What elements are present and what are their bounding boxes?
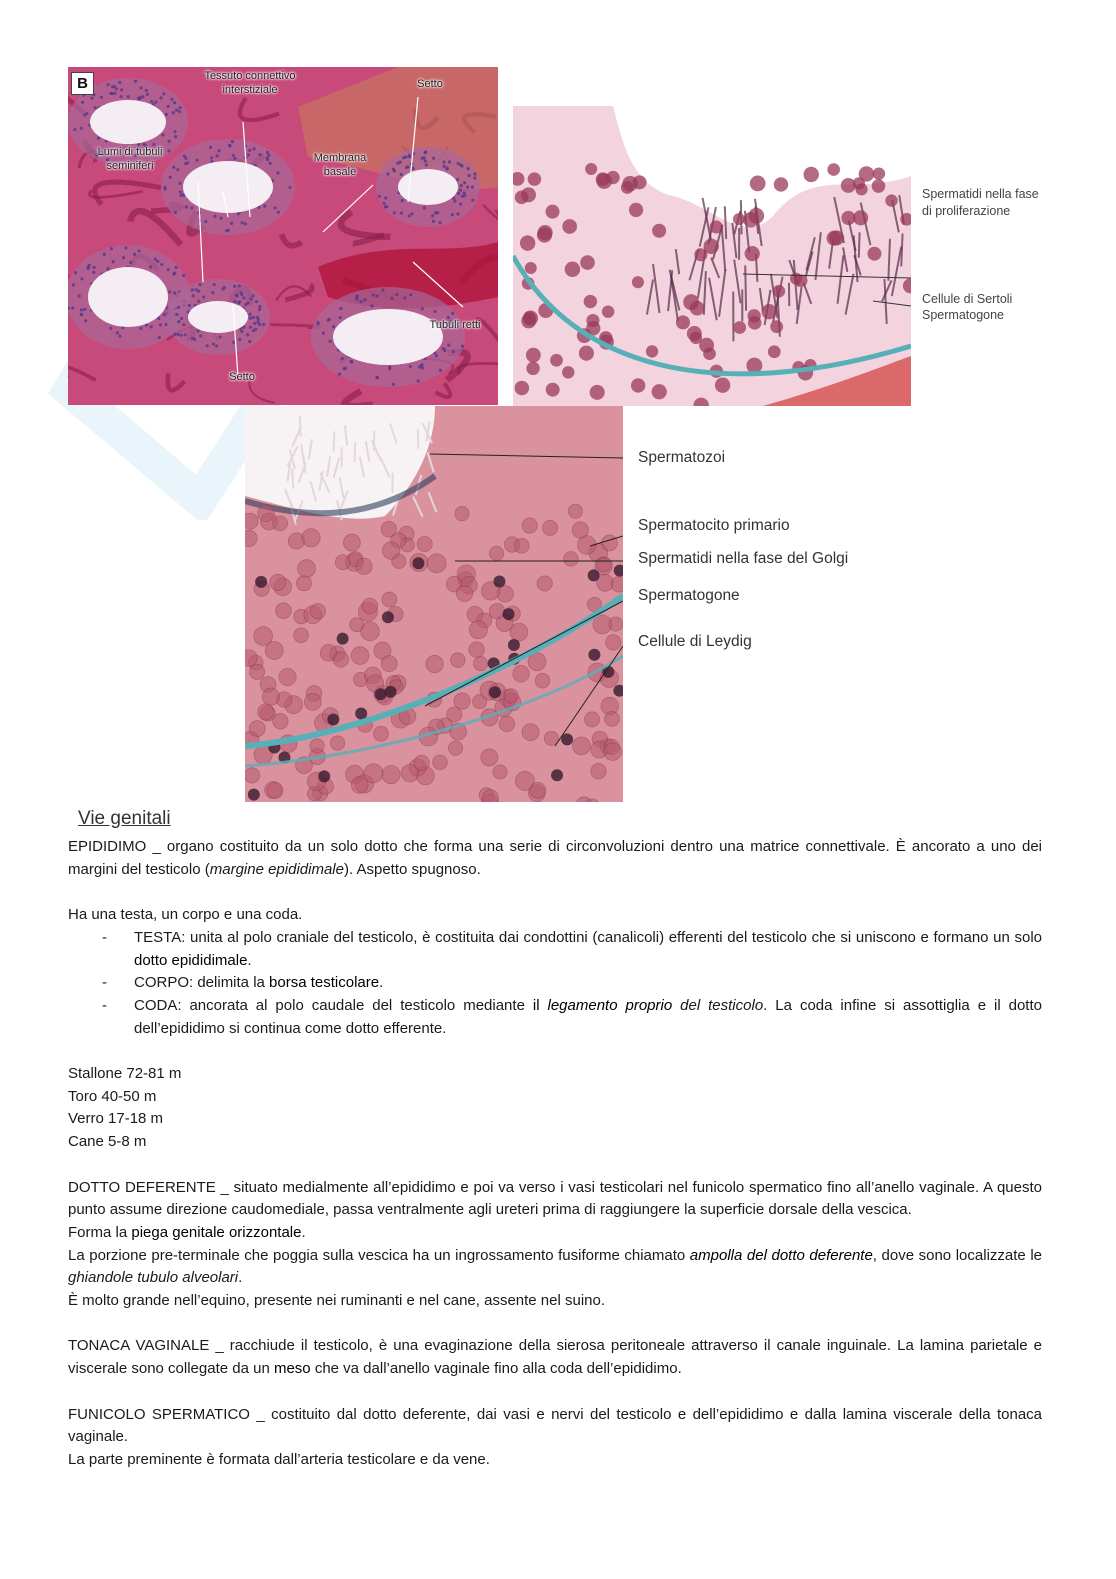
paragraph-piega-genitale: Forma la piega genitale orizzontale. xyxy=(68,1223,306,1241)
label-spermatocito-primario: Spermatocito primario xyxy=(638,517,790,534)
list-item-corpo: - CORPO: delimita la borsa testicolare. xyxy=(102,974,384,992)
length-toro: Toro 40-50 m xyxy=(68,1087,157,1105)
document-body xyxy=(68,806,1042,1472)
micrograph-spermatids xyxy=(513,106,911,406)
paragraph-equino: È molto grande nell’equino, presente nei ruminanti e nel cane, assente nel suino. xyxy=(68,1292,606,1310)
section-heading-text: Vie genitali xyxy=(78,808,171,829)
paragraph-intro: Ha una testa, un corpo e una coda. xyxy=(68,906,303,924)
length-verro: Verro 17-18 m xyxy=(68,1110,164,1128)
length-cane: Cane 5-8 m xyxy=(68,1133,147,1151)
paragraph-funicolo: FUNICOLO SPERMATICO _ costituito dal dotto deferente, dai vasi e nervi del testicolo e dell’epididimo e dalla lamina viscerale della tonaca vaginale. xyxy=(68,1405,1042,1446)
paragraph-epididimo: EPIDIDIMO _ organo costituito da un solo dotto che forma una serie di circonvoluzioni dentro una matrice connettivale. È ancorato a uno dei margini del testicolo (margine epididimale). Aspetto spugnoso. xyxy=(68,838,1042,878)
label-cellule-sertoli: Cellule di Sertoli xyxy=(922,292,1013,306)
label-spermatogone-2: Spermatogone xyxy=(922,308,1005,322)
paragraph-funicolo-2: La parte preminente è formata dall’arteria testicolare e da vene. xyxy=(68,1450,490,1468)
label-membrana-basale: Membrana basale xyxy=(313,152,367,178)
label-setto-top: Setto xyxy=(417,78,443,90)
figure-tag: B xyxy=(71,72,94,95)
length-stallone: Stallone 72-81 m xyxy=(68,1065,182,1082)
label-spermatogone-3: Spermatogone xyxy=(638,587,740,604)
label-spermatidi-proliferazione: Spermatidi nella fase di proliferazione xyxy=(922,187,1039,218)
section-heading xyxy=(68,806,1042,832)
list-item-coda: - CODA: ancorata al polo caudale del testicolo mediante il legamento proprio del testicolo. La coda infine si assottiglia e il dotto dell’epididimo si continua come dotto efferente. xyxy=(102,996,1042,1037)
list-item-testa: - TESTA: unita al polo craniale del testicolo, è costituita dai condottini (canalicoli) efferenti del testicolo che si uniscono e formano un solo dotto epididimale. xyxy=(102,928,1042,969)
paragraph-tonaca-vaginale: TONACA VAGINALE _ racchiude il testicolo, è una evaginazione della sierosa peritoneale attraverso il canale inguinale. La lamina parietale e viscerale sono collegate da un meso che va dall’anello vaginale fino alla coda dell’epididimo. xyxy=(68,1337,1042,1378)
label-tubuli-retti: Tubuli retti xyxy=(429,319,481,331)
paragraph-ampolla: La porzione pre-terminale che poggia sulla vescica ha un ingrossamento fusiforme chiamato ampolla del dotto deferente, dove sono localizzate le ghiandole tubulo alveolari. xyxy=(68,1246,1042,1287)
micrograph-spermatogenesis xyxy=(245,406,623,802)
label-tessuto-connettivo: Tessuto connettivo interstiziale xyxy=(204,70,296,96)
label-spermatozoi: Spermatozoi xyxy=(638,449,726,466)
label-lumi-tubuli: Lumi di tubuli seminiferi xyxy=(97,146,163,172)
label-setto-bottom: Setto xyxy=(229,371,255,383)
paragraph-dotto-deferente: DOTTO DEFERENTE _ situato medialmente all’epididimo e poi va verso i vasi testicolari nel funicolo spermatico fino all’anello vaginale. A questo punto assume direzione caudomediale, passa ventralmente agli ureteri prima di raggiungere la superficie dorsale della vescica. xyxy=(68,1178,1042,1219)
label-cellule-leydig: Cellule di Leydig xyxy=(638,633,752,650)
label-spermatidi-golgi: Spermatidi nella fase del Golgi xyxy=(638,550,849,567)
micrograph-seminiferous-tubules xyxy=(68,67,498,405)
